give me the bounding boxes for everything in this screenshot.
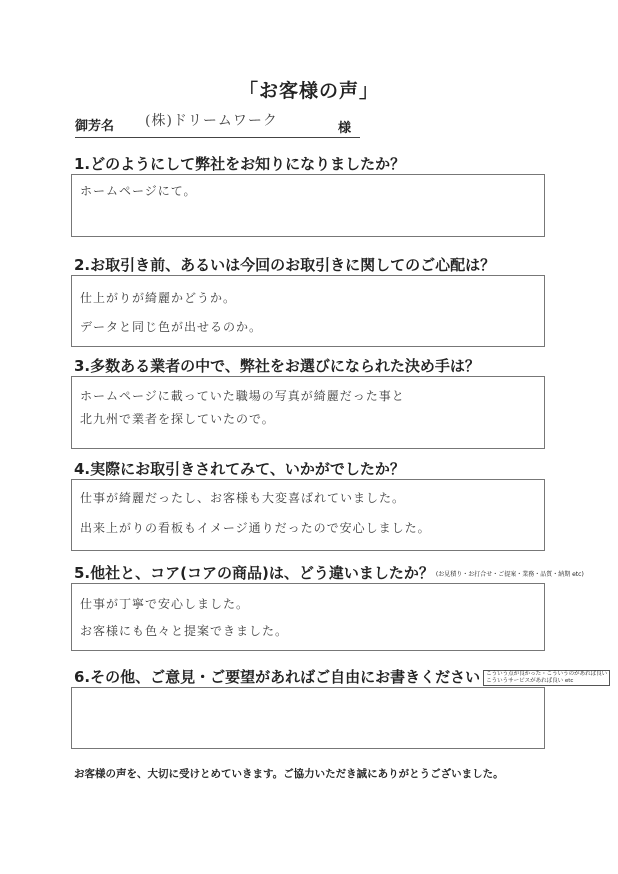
question-5 [74, 562, 584, 583]
question-3: 3.多数ある業者の中で、弊社をお選びになられた決め手は？ [74, 357, 480, 375]
page-title: 「お客様の声」 [238, 80, 379, 102]
question-1: 1.どのようにして弊社をお知りになりましたか？ [74, 155, 406, 173]
customer-name-label: 御芳名 [75, 119, 115, 134]
answer-1-line-1: ホームページにて。 [80, 184, 197, 198]
answer-3-line-1: ホームページに載っていた職場の写真が綺麗だった事と [80, 389, 405, 403]
question-6 [74, 666, 610, 687]
question-4: 4.実際にお取引きされてみて、いかがでしたか？ [74, 460, 405, 478]
answer-5-line-1: 仕事が丁寧で安心しました。 [80, 597, 250, 611]
question-5-text: 5.他社と、コア(コアの商品)は、どう違いましたか？ [74, 564, 434, 582]
customer-name-row [75, 113, 360, 138]
question-6-text: 6.その他、ご意見・ご要望があればご自由にお書きください [74, 668, 481, 686]
answer-5-line-2: お客様にも色々と提案できました。 [80, 624, 289, 638]
answer-box-5 [71, 583, 545, 651]
customer-name-suffix: 様 [338, 121, 352, 136]
footer-message: お客様の声を、大切に受けとめていきます。ご協力いただき誠にありがとうございました。 [74, 768, 504, 780]
answer-box-6 [71, 687, 545, 749]
question-6-note-line-2: こういうサービスがあれば良い etc [486, 677, 574, 684]
answer-2-line-2: データと同じ色が出せるのか。 [80, 320, 263, 334]
question-5-note: (お見積り・お打合せ・ご提案・業務・品質・納期 etc) [435, 571, 584, 578]
answer-2-line-1: 仕上がりが綺麗かどうか。 [80, 291, 237, 305]
answer-4-line-1: 仕事が綺麗だったし、お客様も大変喜ばれていました。 [80, 491, 406, 505]
question-6-note-line-1: こういう点が良かった・こういうのがあれば良い [486, 670, 608, 677]
answer-3-line-2: 北九州で業者を探していたので。 [80, 412, 275, 426]
customer-name-value: (株)ドリームワーク [145, 113, 278, 129]
answer-box-2 [71, 275, 545, 347]
question-2: 2.お取引き前、あるいは今回のお取引きに関してのご心配は？ [74, 256, 496, 274]
answer-4-line-2: 出来上がりの看板もイメージ通りだったので安心しました。 [80, 521, 431, 535]
question-6-note [483, 670, 610, 686]
